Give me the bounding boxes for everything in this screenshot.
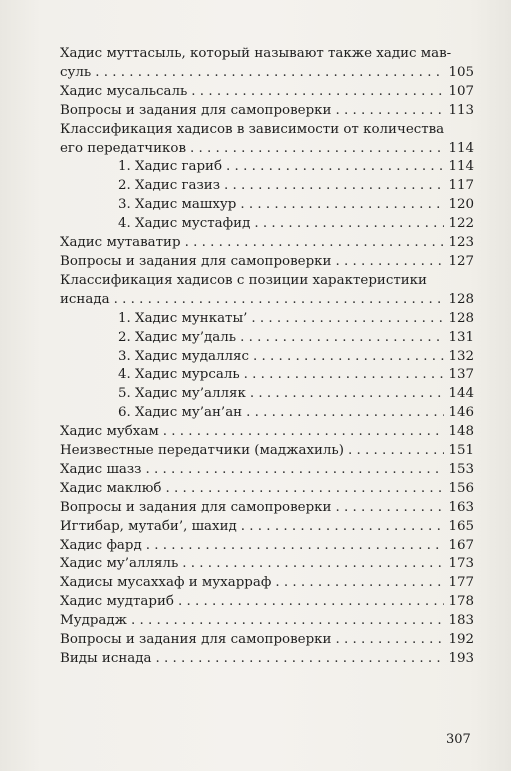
toc-entry (60, 574, 474, 593)
toc-entry-page: 183 (448, 613, 474, 629)
toc-entry-page: 107 (448, 83, 474, 99)
dot-leader (246, 404, 444, 423)
toc-entry (60, 518, 474, 537)
toc-entry-first-line (60, 121, 474, 140)
dot-leader (145, 461, 444, 480)
toc-entry-page: 105 (448, 64, 474, 80)
dot-leader (165, 480, 444, 499)
toc-entry (60, 631, 474, 650)
toc-entry-first-line (60, 272, 474, 291)
toc-entry-title: Хадис шазз (60, 461, 142, 477)
toc-entry-page: 148 (448, 424, 474, 440)
dot-leader (251, 310, 444, 329)
toc-subentry (60, 385, 474, 404)
toc-entry-title: Хадис мубхам (60, 424, 159, 440)
toc-entry (60, 555, 474, 574)
toc-entry-page: 122 (448, 216, 474, 232)
toc-entry-title: 1. Хадис мункаты’ (118, 310, 248, 326)
toc-entry-page: 127 (448, 253, 474, 269)
toc-entry-title-line: Классификация хадисов с позиции характеристики (60, 272, 427, 288)
toc-entry (60, 480, 474, 499)
toc-entry-title: иснада (60, 291, 110, 307)
toc-entry-title: 3. Хадис машхур (118, 197, 237, 213)
toc-entry-page: 177 (448, 575, 474, 591)
toc-entry-page: 163 (448, 499, 474, 515)
toc-entry-page: 156 (448, 480, 474, 496)
dot-leader (241, 518, 445, 537)
dot-leader (163, 423, 445, 442)
toc-entry-title: суль (60, 64, 92, 80)
toc-entry-page: 146 (448, 405, 474, 421)
toc-entry-page: 132 (448, 348, 474, 364)
dot-leader (254, 215, 444, 234)
toc-entry-title: Хадис мудтариб (60, 594, 174, 610)
toc-subentry (60, 177, 474, 196)
toc-entry (60, 102, 474, 121)
dot-leader (185, 234, 445, 253)
dot-leader (240, 329, 444, 348)
dot-leader (191, 83, 444, 102)
toc-entry-page: 113 (448, 102, 474, 118)
toc-entry-page: 123 (448, 235, 474, 251)
dot-leader (95, 64, 444, 83)
dot-leader (114, 291, 445, 310)
toc-entry-page: 192 (448, 632, 474, 648)
dot-leader (131, 612, 444, 631)
dot-leader (253, 348, 444, 367)
toc-entry-title: Вопросы и задания для самопроверки (60, 102, 332, 118)
dot-leader (226, 158, 444, 177)
toc-entry-title: 6. Хадис му’ан’ан (118, 405, 243, 421)
toc-entry-title: 2. Хадис газиз (118, 178, 221, 194)
toc-entry (60, 291, 474, 310)
dot-leader (240, 196, 444, 215)
toc-entry-title: Хадисы мусаххаф и мухарраф (60, 575, 272, 591)
toc-entry-page: 153 (448, 461, 474, 477)
page-number: 307 (446, 732, 471, 747)
dot-leader (156, 650, 445, 669)
dot-leader (224, 177, 444, 196)
toc-entry-page: 165 (448, 518, 474, 534)
toc-subentry (60, 158, 474, 177)
toc-entry-page: 178 (448, 594, 474, 610)
toc-entry (60, 593, 474, 612)
toc-entry-page: 128 (448, 291, 474, 307)
dot-leader (178, 593, 445, 612)
toc-entry-title: 4. Хадис мурсаль (118, 367, 240, 383)
toc-subentry (60, 329, 474, 348)
toc-entry-page: 120 (448, 197, 474, 213)
toc-entry-title: Игтибар, мутаби’, шахид (60, 518, 237, 534)
dot-leader (335, 499, 444, 518)
dot-leader (182, 555, 444, 574)
toc-entry-title: Мудрадж (60, 613, 127, 629)
toc-entry (60, 650, 474, 669)
toc-entry-page: 173 (448, 556, 474, 572)
toc-entry-page: 117 (448, 178, 474, 194)
toc-entry (60, 442, 474, 461)
toc-entry (60, 612, 474, 631)
toc-entry-page: 114 (448, 140, 474, 156)
toc-entry-page: 151 (448, 443, 474, 459)
toc-entry-title: Неизвестные передатчики (маджахиль) (60, 443, 344, 459)
toc-entry-page: 114 (448, 159, 474, 175)
toc-entry (60, 140, 474, 159)
toc-entry-title: 4. Хадис мустафид (118, 216, 251, 232)
toc-entry-title: 2. Хадис му’даль (118, 329, 237, 345)
toc-entry (60, 461, 474, 480)
table-of-contents (60, 45, 474, 669)
toc-entry-title: Вопросы и задания для самопроверки (60, 253, 332, 269)
dot-leader (244, 366, 445, 385)
toc-subentry (60, 366, 474, 385)
toc-subentry (60, 404, 474, 423)
dot-leader (335, 631, 444, 650)
toc-entry (60, 64, 474, 83)
toc-entry-title: Хадис мутаватир (60, 235, 181, 251)
toc-entry (60, 423, 474, 442)
dot-leader (348, 442, 444, 461)
toc-entry-title: Хадис маклюб (60, 480, 162, 496)
toc-entry-title: 3. Хадис мудалляс (118, 348, 249, 364)
toc-entry-title: 5. Хадис му’алляк (118, 386, 246, 402)
toc-entry (60, 234, 474, 253)
dot-leader (275, 574, 444, 593)
toc-entry-page: 167 (448, 537, 474, 553)
toc-entry (60, 253, 474, 272)
toc-entry-title: Виды иснада (60, 651, 152, 666)
toc-entry-title: 1. Хадис гариб (118, 159, 223, 175)
toc-subentry (60, 348, 474, 367)
toc-entry-title: Хадис му’алляль (60, 556, 179, 572)
toc-subentry (60, 215, 474, 234)
toc-entry (60, 499, 474, 518)
dot-leader (250, 385, 445, 404)
toc-entry-title: Хадис мусальсаль (60, 83, 188, 99)
toc-entry-title: Вопросы и задания для самопроверки (60, 632, 332, 648)
toc-entry-page: 144 (448, 386, 474, 402)
toc-entry-first-line (60, 45, 474, 64)
dot-leader (190, 140, 444, 159)
toc-entry (60, 83, 474, 102)
toc-entry-title-line: Хадис муттасыль, который называют также хадис мав- (60, 46, 452, 61)
toc-entry-page: 137 (448, 367, 474, 383)
toc-entry-page: 128 (448, 310, 474, 326)
dot-leader (335, 253, 444, 272)
toc-entry-title-line: Классификация хадисов в зависимости от количества (60, 121, 445, 137)
toc-entry-title: Хадис фард (60, 537, 142, 553)
toc-entry-title: Вопросы и задания для самопроверки (60, 499, 332, 515)
toc-entry-page: 131 (448, 329, 474, 345)
toc-entry-title: его передатчиков (60, 140, 186, 156)
dot-leader (335, 102, 444, 121)
dot-leader (146, 537, 445, 556)
toc-entry (60, 537, 474, 556)
toc-subentry (60, 196, 474, 215)
toc-subentry (60, 310, 474, 329)
toc-entry-page: 193 (448, 651, 474, 666)
